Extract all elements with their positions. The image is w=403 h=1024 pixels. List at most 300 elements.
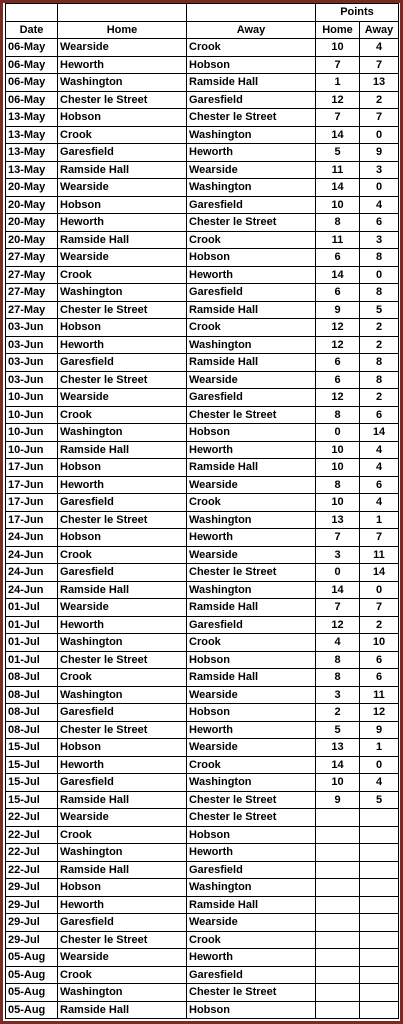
away-column-header: Away	[187, 21, 316, 39]
fixture-date: 17-Jun	[6, 494, 58, 512]
home-points: 12	[316, 616, 360, 634]
away-team: Hobson	[187, 424, 316, 442]
fixture-date: 06-May	[6, 39, 58, 57]
home-team: Garesfield	[58, 494, 187, 512]
away-team: Heworth	[187, 721, 316, 739]
away-team: Washington	[187, 581, 316, 599]
away-team: Wearside	[187, 371, 316, 389]
fixture-date: 05-Aug	[6, 949, 58, 967]
table-row	[6, 319, 399, 337]
home-points	[316, 966, 360, 984]
home-team: Washington	[58, 634, 187, 652]
away-points: 4	[360, 196, 399, 214]
home-team: Wearside	[58, 39, 187, 57]
home-team: Hobson	[58, 109, 187, 127]
away-points	[360, 914, 399, 932]
fixture-date: 27-May	[6, 284, 58, 302]
fixture-date: 13-May	[6, 109, 58, 127]
home-points: 12	[316, 91, 360, 109]
home-team: Heworth	[58, 616, 187, 634]
home-points: 14	[316, 126, 360, 144]
away-points	[360, 861, 399, 879]
fixture-date: 10-Jun	[6, 406, 58, 424]
home-team: Hobson	[58, 319, 187, 337]
away-points	[360, 879, 399, 897]
home-team: Ramside Hall	[58, 861, 187, 879]
home-team: Crook	[58, 546, 187, 564]
home-points	[316, 879, 360, 897]
away-points	[360, 1001, 399, 1019]
fixture-date: 06-May	[6, 56, 58, 74]
table-row	[6, 126, 399, 144]
home-team: Washington	[58, 686, 187, 704]
home-team: Heworth	[58, 896, 187, 914]
fixture-date: 20-May	[6, 214, 58, 232]
home-column-header: Home	[58, 21, 187, 39]
away-points: 8	[360, 371, 399, 389]
table-row	[6, 564, 399, 582]
home-team: Washington	[58, 984, 187, 1002]
table-row	[6, 844, 399, 862]
fixture-date: 24-Jun	[6, 581, 58, 599]
away-team: Chester le Street	[187, 984, 316, 1002]
home-points: 10	[316, 196, 360, 214]
away-team: Washington	[187, 879, 316, 897]
home-team: Garesfield	[58, 704, 187, 722]
fixture-date: 15-Jul	[6, 756, 58, 774]
home-team: Crook	[58, 406, 187, 424]
home-points: 10	[316, 774, 360, 792]
away-points	[360, 966, 399, 984]
fixtures-body	[6, 39, 399, 1019]
away-team: Ramside Hall	[187, 599, 316, 617]
table-row	[6, 704, 399, 722]
home-points	[316, 931, 360, 949]
away-points: 6	[360, 214, 399, 232]
home-team: Hobson	[58, 459, 187, 477]
home-points: 5	[316, 721, 360, 739]
home-team: Chester le Street	[58, 651, 187, 669]
home-team: Ramside Hall	[58, 441, 187, 459]
home-team: Chester le Street	[58, 371, 187, 389]
fixture-date: 08-Jul	[6, 721, 58, 739]
away-team: Wearside	[187, 686, 316, 704]
away-points: 0	[360, 581, 399, 599]
fixture-date: 03-Jun	[6, 354, 58, 372]
home-points: 12	[316, 336, 360, 354]
table-row	[6, 406, 399, 424]
table-row	[6, 739, 399, 757]
away-team: Heworth	[187, 144, 316, 162]
header-blank-home	[58, 4, 187, 22]
home-team: Hobson	[58, 196, 187, 214]
home-points	[316, 984, 360, 1002]
away-team: Heworth	[187, 441, 316, 459]
fixture-date: 13-May	[6, 161, 58, 179]
home-points	[316, 826, 360, 844]
away-team: Ramside Hall	[187, 459, 316, 477]
away-points: 7	[360, 56, 399, 74]
home-team: Heworth	[58, 476, 187, 494]
table-row	[6, 966, 399, 984]
away-points: 14	[360, 424, 399, 442]
home-points: 6	[316, 249, 360, 267]
home-team: Ramside Hall	[58, 1001, 187, 1019]
table-row	[6, 231, 399, 249]
home-team: Hobson	[58, 879, 187, 897]
table-row	[6, 494, 399, 512]
home-team: Heworth	[58, 56, 187, 74]
table-row	[6, 791, 399, 809]
table-row	[6, 109, 399, 127]
away-team: Washington	[187, 336, 316, 354]
home-team: Chester le Street	[58, 511, 187, 529]
fixture-date: 24-Jun	[6, 546, 58, 564]
away-points: 0	[360, 126, 399, 144]
table-row	[6, 371, 399, 389]
away-team: Garesfield	[187, 861, 316, 879]
home-points: 8	[316, 214, 360, 232]
home-team: Garesfield	[58, 144, 187, 162]
home-points: 12	[316, 389, 360, 407]
table-row	[6, 1001, 399, 1019]
away-points: 4	[360, 494, 399, 512]
away-points	[360, 949, 399, 967]
away-team: Wearside	[187, 914, 316, 932]
home-team: Heworth	[58, 336, 187, 354]
fixture-date: 22-Jul	[6, 809, 58, 827]
fixtures-table	[5, 3, 399, 1019]
fixture-date: 08-Jul	[6, 669, 58, 687]
home-team: Ramside Hall	[58, 791, 187, 809]
away-team: Chester le Street	[187, 564, 316, 582]
away-points: 8	[360, 284, 399, 302]
fixture-date: 03-Jun	[6, 336, 58, 354]
away-points: 7	[360, 529, 399, 547]
home-points: 14	[316, 179, 360, 197]
home-points: 9	[316, 791, 360, 809]
away-team: Garesfield	[187, 389, 316, 407]
away-team: Crook	[187, 231, 316, 249]
table-row	[6, 389, 399, 407]
table-row	[6, 529, 399, 547]
home-points: 8	[316, 406, 360, 424]
away-team: Ramside Hall	[187, 669, 316, 687]
home-team: Wearside	[58, 949, 187, 967]
fixture-date: 22-Jul	[6, 844, 58, 862]
home-team: Wearside	[58, 179, 187, 197]
table-row	[6, 179, 399, 197]
away-points: 7	[360, 599, 399, 617]
away-points: 13	[360, 74, 399, 92]
home-team: Heworth	[58, 214, 187, 232]
fixture-date: 17-Jun	[6, 476, 58, 494]
home-team: Chester le Street	[58, 91, 187, 109]
home-team: Crook	[58, 669, 187, 687]
home-team: Wearside	[58, 809, 187, 827]
away-points: 4	[360, 459, 399, 477]
table-row	[6, 861, 399, 879]
away-team: Crook	[187, 931, 316, 949]
fixture-date: 03-Jun	[6, 319, 58, 337]
away-points: 1	[360, 739, 399, 757]
fixture-date: 15-Jul	[6, 774, 58, 792]
away-team: Washington	[187, 179, 316, 197]
home-team: Garesfield	[58, 564, 187, 582]
away-points	[360, 826, 399, 844]
away-team: Ramside Hall	[187, 896, 316, 914]
away-team: Garesfield	[187, 91, 316, 109]
away-points: 6	[360, 406, 399, 424]
home-team: Crook	[58, 266, 187, 284]
fixture-date: 29-Jul	[6, 879, 58, 897]
home-points: 3	[316, 686, 360, 704]
home-team: Crook	[58, 966, 187, 984]
fixture-date: 05-Aug	[6, 1001, 58, 1019]
table-row	[6, 91, 399, 109]
away-points: 9	[360, 144, 399, 162]
home-team: Garesfield	[58, 774, 187, 792]
away-team: Heworth	[187, 844, 316, 862]
fixture-date: 01-Jul	[6, 616, 58, 634]
away-points: 4	[360, 774, 399, 792]
away-points	[360, 844, 399, 862]
fixture-date: 13-May	[6, 126, 58, 144]
table-row	[6, 756, 399, 774]
away-points: 6	[360, 669, 399, 687]
header-blank-away	[187, 4, 316, 22]
table-row	[6, 686, 399, 704]
table-row	[6, 949, 399, 967]
points-header: Points	[316, 4, 399, 22]
home-points: 13	[316, 511, 360, 529]
table-row	[6, 984, 399, 1002]
home-points: 0	[316, 564, 360, 582]
table-row	[6, 476, 399, 494]
home-points: 10	[316, 39, 360, 57]
home-points: 8	[316, 651, 360, 669]
table-row	[6, 616, 399, 634]
away-team: Hobson	[187, 704, 316, 722]
away-team: Crook	[187, 494, 316, 512]
fixture-date: 01-Jul	[6, 634, 58, 652]
away-team: Chester le Street	[187, 406, 316, 424]
fixture-date: 29-Jul	[6, 896, 58, 914]
away-points: 10	[360, 634, 399, 652]
away-points: 8	[360, 249, 399, 267]
fixture-date: 13-May	[6, 144, 58, 162]
away-points	[360, 896, 399, 914]
fixture-date: 15-Jul	[6, 739, 58, 757]
fixture-date: 27-May	[6, 249, 58, 267]
home-team: Hobson	[58, 739, 187, 757]
home-points: 14	[316, 266, 360, 284]
fixture-date: 22-Jul	[6, 826, 58, 844]
fixture-date: 20-May	[6, 179, 58, 197]
away-points: 1	[360, 511, 399, 529]
fixture-date: 10-Jun	[6, 424, 58, 442]
fixture-date: 08-Jul	[6, 686, 58, 704]
fixture-date: 05-Aug	[6, 984, 58, 1002]
away-points: 2	[360, 91, 399, 109]
home-points: 10	[316, 494, 360, 512]
away-points: 5	[360, 301, 399, 319]
home-points: 8	[316, 669, 360, 687]
home-points	[316, 896, 360, 914]
home-points: 6	[316, 371, 360, 389]
table-row	[6, 581, 399, 599]
away-points: 0	[360, 179, 399, 197]
away-points: 4	[360, 39, 399, 57]
table-row	[6, 511, 399, 529]
fixture-date: 24-Jun	[6, 529, 58, 547]
home-team: Washington	[58, 844, 187, 862]
home-team: Heworth	[58, 756, 187, 774]
home-team: Garesfield	[58, 354, 187, 372]
fixture-date: 06-May	[6, 74, 58, 92]
home-points: 14	[316, 756, 360, 774]
home-points: 10	[316, 441, 360, 459]
home-points: 6	[316, 354, 360, 372]
table-row	[6, 599, 399, 617]
away-team: Chester le Street	[187, 809, 316, 827]
home-team: Wearside	[58, 389, 187, 407]
away-team: Wearside	[187, 739, 316, 757]
away-team: Washington	[187, 511, 316, 529]
away-team: Garesfield	[187, 966, 316, 984]
home-points: 7	[316, 529, 360, 547]
table-row	[6, 424, 399, 442]
fixture-date: 01-Jul	[6, 599, 58, 617]
table-row	[6, 441, 399, 459]
away-points: 2	[360, 389, 399, 407]
home-team: Crook	[58, 826, 187, 844]
away-points: 6	[360, 651, 399, 669]
fixture-date: 27-May	[6, 266, 58, 284]
home-points	[316, 914, 360, 932]
fixture-date: 15-Jul	[6, 791, 58, 809]
points-away-column-header: Away	[360, 21, 399, 39]
home-points: 10	[316, 459, 360, 477]
table-row	[6, 651, 399, 669]
home-points: 12	[316, 319, 360, 337]
table-row	[6, 301, 399, 319]
home-points: 7	[316, 109, 360, 127]
home-team: Chester le Street	[58, 931, 187, 949]
table-row	[6, 214, 399, 232]
away-points: 11	[360, 686, 399, 704]
home-team: Washington	[58, 74, 187, 92]
away-team: Crook	[187, 756, 316, 774]
home-points: 5	[316, 144, 360, 162]
away-team: Hobson	[187, 651, 316, 669]
home-team: Wearside	[58, 249, 187, 267]
away-team: Wearside	[187, 546, 316, 564]
home-points: 0	[316, 424, 360, 442]
away-team: Ramside Hall	[187, 354, 316, 372]
away-points: 2	[360, 616, 399, 634]
table-row	[6, 634, 399, 652]
home-points: 8	[316, 476, 360, 494]
away-points: 2	[360, 336, 399, 354]
away-points: 6	[360, 476, 399, 494]
away-points: 2	[360, 319, 399, 337]
away-team: Wearside	[187, 161, 316, 179]
away-points: 11	[360, 546, 399, 564]
fixture-date: 01-Jul	[6, 651, 58, 669]
away-points: 4	[360, 441, 399, 459]
away-points: 3	[360, 161, 399, 179]
away-points: 12	[360, 704, 399, 722]
home-team: Crook	[58, 126, 187, 144]
away-points: 0	[360, 756, 399, 774]
home-team: Ramside Hall	[58, 581, 187, 599]
away-team: Hobson	[187, 826, 316, 844]
fixture-date: 27-May	[6, 301, 58, 319]
fixture-date: 29-Jul	[6, 914, 58, 932]
header-row-points	[6, 4, 399, 22]
table-row	[6, 249, 399, 267]
table-row	[6, 39, 399, 57]
home-points: 13	[316, 739, 360, 757]
away-points: 3	[360, 231, 399, 249]
home-points	[316, 809, 360, 827]
points-home-column-header: Home	[316, 21, 360, 39]
away-team: Crook	[187, 634, 316, 652]
home-points: 3	[316, 546, 360, 564]
home-team: Chester le Street	[58, 301, 187, 319]
home-points: 11	[316, 231, 360, 249]
away-team: Crook	[187, 39, 316, 57]
away-team: Chester le Street	[187, 109, 316, 127]
table-row	[6, 74, 399, 92]
table-row	[6, 826, 399, 844]
fixture-date: 06-May	[6, 91, 58, 109]
away-points: 8	[360, 354, 399, 372]
away-points: 14	[360, 564, 399, 582]
table-row	[6, 931, 399, 949]
home-points	[316, 1001, 360, 1019]
away-team: Ramside Hall	[187, 301, 316, 319]
away-points	[360, 809, 399, 827]
away-team: Hobson	[187, 1001, 316, 1019]
home-points: 1	[316, 74, 360, 92]
away-team: Heworth	[187, 529, 316, 547]
fixture-date: 03-Jun	[6, 371, 58, 389]
home-team: Chester le Street	[58, 721, 187, 739]
home-team: Wearside	[58, 599, 187, 617]
header-blank-date	[6, 4, 58, 22]
home-team: Hobson	[58, 529, 187, 547]
away-points	[360, 931, 399, 949]
home-points: 9	[316, 301, 360, 319]
home-points	[316, 949, 360, 967]
table-row	[6, 774, 399, 792]
fixture-date: 10-Jun	[6, 389, 58, 407]
away-points: 9	[360, 721, 399, 739]
home-points: 7	[316, 56, 360, 74]
home-team: Garesfield	[58, 914, 187, 932]
fixture-date: 17-Jun	[6, 511, 58, 529]
header-row-columns	[6, 21, 399, 39]
fixture-date: 17-Jun	[6, 459, 58, 477]
away-team: Ramside Hall	[187, 74, 316, 92]
home-points: 4	[316, 634, 360, 652]
away-team: Chester le Street	[187, 214, 316, 232]
table-row	[6, 161, 399, 179]
away-team: Heworth	[187, 266, 316, 284]
away-team: Washington	[187, 774, 316, 792]
